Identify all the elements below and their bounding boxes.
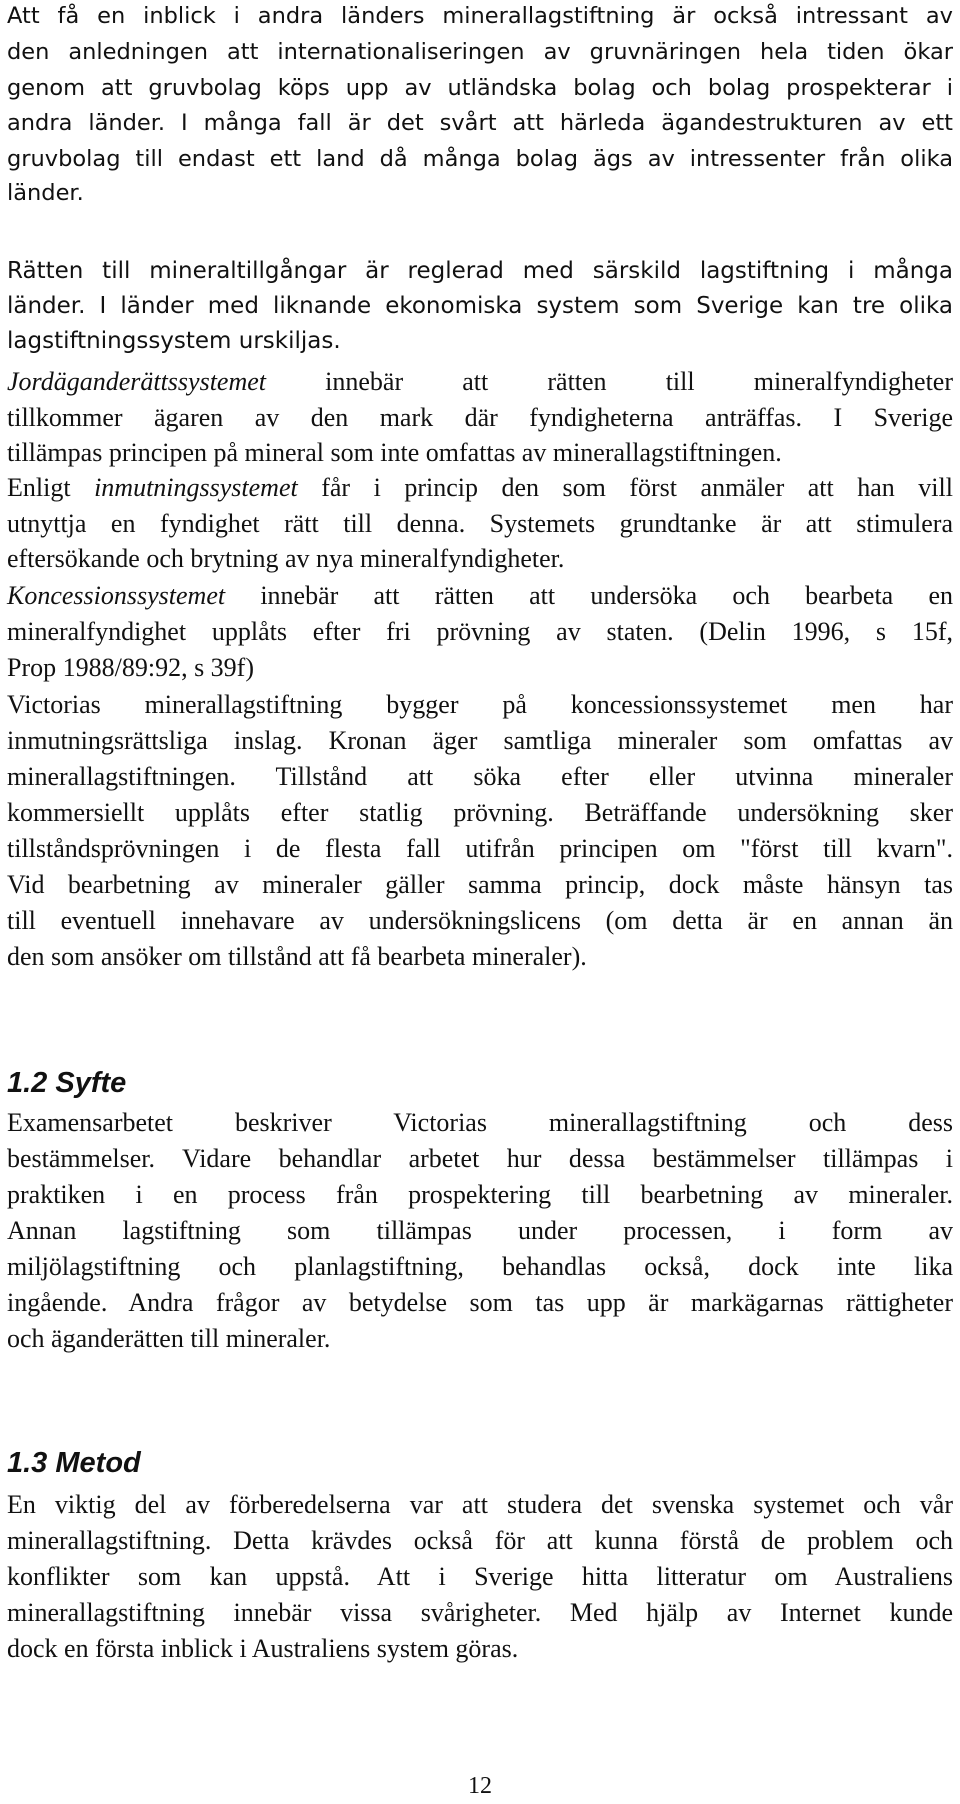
paragraph-line: En viktig del av förberedelserna var att studera det svenska systemet och vår xyxy=(7,1490,953,1519)
paragraph-line: miljölagstiftning och planlagstiftning, behandlas också, dock inte lika xyxy=(7,1252,953,1281)
paragraph-line: tillkommer ägaren av den mark där fyndigheterna anträffas. I Sverige xyxy=(7,403,953,432)
paragraph-line: mineralfyndighet upplåts efter fri prövning av staten. (Delin 1996, s 15f, xyxy=(7,617,953,646)
paragraph-line: minerallagstiftning. Detta krävdes också för att kunna förstå de problem och xyxy=(7,1526,953,1555)
paragraph-line: Annan lagstiftning som tillämpas under processen, i form av xyxy=(7,1216,953,1245)
paragraph-line: konflikter som kan uppstå. Att i Sverige hitta litteratur om Australiens xyxy=(7,1562,953,1591)
paragraph-line: den anledningen att internationaliseringen av gruvnäringen hela tiden ökar xyxy=(7,39,953,65)
text-fragment: innebär att rätten till mineralfyndigheter xyxy=(266,367,953,396)
paragraph-line: minerallagstiftningen. Tillstånd att söka efter eller utvinna mineraler xyxy=(7,762,953,791)
paragraph-line: Examensarbetet beskriver Victorias minerallagstiftning och dess xyxy=(7,1108,953,1137)
section-heading-syfte: 1.2 Syfte xyxy=(7,1067,127,1099)
text-fragment: får i princip den som först anmäler att han vill xyxy=(297,473,953,502)
paragraph-line: utnyttja en fyndighet rätt till denna. Systemets grundtanke är att stimulera xyxy=(7,509,953,538)
paragraph-line: minerallagstiftning innebär vissa svårigheter. Med hjälp av Internet kunde xyxy=(7,1598,953,1627)
paragraph-line: Prop 1988/89:92, s 39f) xyxy=(7,653,254,682)
text-fragment: Enligt xyxy=(7,473,95,502)
paragraph-line: andra länder. I många fall är det svårt att härleda ägandestrukturen av ett xyxy=(7,110,953,136)
paragraph-line: bestämmelser. Vidare behandlar arbetet hur dessa bestämmelser tillämpas i xyxy=(7,1144,953,1173)
paragraph-line: tillståndsprövningen i de flesta fall utifrån principen om "först till kvarn". xyxy=(7,834,953,863)
paragraph-line: och äganderätten till mineraler. xyxy=(7,1324,331,1353)
paragraph-line: kommersiellt upplåts efter statlig prövning. Beträffande undersökning sker xyxy=(7,798,953,827)
paragraph-line: eftersökande och brytning av nya mineralfyndigheter. xyxy=(7,544,565,573)
paragraph-line: till eventuell innehavare av undersökningslicens (om detta är en annan än xyxy=(7,906,953,935)
paragraph-line: lagstiftningssystem urskiljas. xyxy=(7,328,341,354)
paragraph-line: länder. I länder med liknande ekonomiska system som Sverige kan tre olika xyxy=(7,293,953,319)
section-heading-metod: 1.3 Metod xyxy=(7,1447,141,1479)
paragraph-line: Rätten till mineraltillgångar är reglerad med särskild lagstiftning i många xyxy=(7,258,953,284)
term-jordaganderattssystemet: Jordäganderättssystemet xyxy=(7,367,266,396)
term-inmutningssystemet: inmutningssystemet xyxy=(94,473,298,502)
paragraph-line: ingående. Andra frågor av betydelse som tas upp är markägarnas rättigheter xyxy=(7,1288,953,1317)
paragraph-line: länder. xyxy=(7,180,84,206)
term-koncessionssystemet: Koncessionssystemet xyxy=(7,581,226,610)
paragraph-line: gruvbolag till endast ett land då många bolag ägs av intressenter från olika xyxy=(7,146,953,172)
paragraph-line: inmutningsrättsliga inslag. Kronan äger samtliga mineraler som omfattas av xyxy=(7,726,953,755)
paragraph-line xyxy=(7,472,953,504)
paragraph-line: tillämpas principen på mineral som inte omfattas av minerallagstiftningen. xyxy=(7,438,782,467)
paragraph-line: dock en första inblick i Australiens system göras. xyxy=(7,1634,519,1663)
paragraph-line xyxy=(7,366,953,398)
paragraph-line: Vid bearbetning av mineraler gäller samma princip, dock måste hänsyn tas xyxy=(7,870,953,899)
paragraph-line: Victorias minerallagstiftning bygger på koncessionssystemet men har xyxy=(7,690,953,719)
paragraph-line: den som ansöker om tillstånd att få bearbeta mineraler). xyxy=(7,942,587,971)
text-fragment: innebär att rätten att undersöka och bearbeta en xyxy=(225,581,953,610)
paragraph-line: genom att gruvbolag köps upp av utländska bolag och bolag prospekterar i xyxy=(7,75,953,101)
paragraph-line: Att få en inblick i andra länders minerallagstiftning är också intressant av xyxy=(7,3,953,29)
paragraph-line xyxy=(7,580,953,612)
page-number: 12 xyxy=(468,1773,492,1799)
paragraph-line: praktiken i en process från prospektering till bearbetning av mineraler. xyxy=(7,1180,953,1209)
